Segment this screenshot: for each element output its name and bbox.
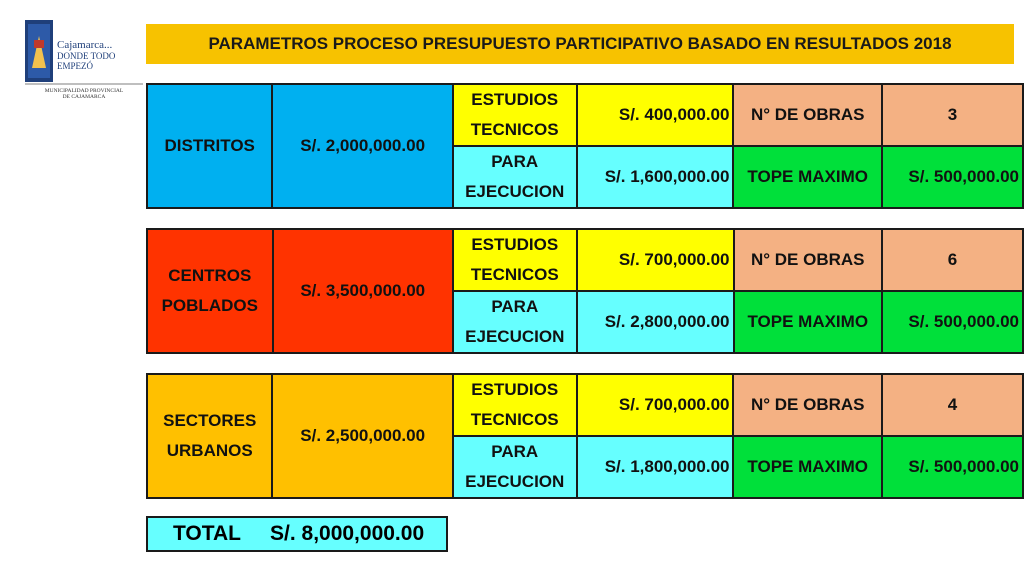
logo-text-2: DONDE TODO bbox=[57, 51, 116, 61]
cap-label: TOPE MAXIMO bbox=[733, 436, 881, 498]
cap-label: TOPE MAXIMO bbox=[733, 146, 882, 208]
block-name: CENTROS POBLADOS bbox=[147, 229, 273, 353]
studies-value: S/. 700,000.00 bbox=[577, 374, 734, 436]
cap-value: S/. 500,000.00 bbox=[882, 291, 1023, 353]
total-label: TOTAL bbox=[147, 517, 266, 551]
works-label: N° DE OBRAS bbox=[733, 374, 881, 436]
cap-label: TOPE MAXIMO bbox=[734, 291, 882, 353]
cap-value: S/. 500,000.00 bbox=[882, 436, 1023, 498]
works-value: 3 bbox=[882, 84, 1023, 146]
studies-label: ESTUDIOS TECNICOS bbox=[453, 84, 577, 146]
block-amount: S/. 2,500,000.00 bbox=[272, 374, 452, 498]
works-label: N° DE OBRAS bbox=[733, 84, 882, 146]
studies-label: ESTUDIOS TECNICOS bbox=[453, 374, 577, 436]
exec-value: S/. 1,800,000.00 bbox=[577, 436, 734, 498]
total-row bbox=[146, 516, 448, 552]
works-value: 4 bbox=[882, 374, 1023, 436]
budget-block-districts bbox=[146, 83, 1024, 209]
block-amount: S/. 3,500,000.00 bbox=[273, 229, 453, 353]
exec-label: PARA EJECUCION bbox=[453, 146, 577, 208]
studies-label: ESTUDIOS TECNICOS bbox=[453, 229, 577, 291]
studies-value: S/. 700,000.00 bbox=[577, 229, 734, 291]
exec-value: S/. 1,600,000.00 bbox=[577, 146, 734, 208]
block-amount: S/. 2,000,000.00 bbox=[272, 84, 452, 208]
exec-value: S/. 2,800,000.00 bbox=[577, 291, 734, 353]
municipality-logo bbox=[22, 18, 146, 100]
budget-block-urban-sectors bbox=[146, 373, 1024, 499]
block-name: DISTRITOS bbox=[147, 84, 272, 208]
logo-text-5: DE CAJAMARCA bbox=[62, 94, 106, 100]
page-title: PARAMETROS PROCESO PRESUPUESTO PARTICIPATIVO BASADO EN RESULTADOS 2018 bbox=[146, 24, 1014, 64]
logo-text-1: Cajamarca... bbox=[57, 39, 113, 51]
budget-block-populated-centers bbox=[146, 228, 1024, 354]
logo-text-4: MUNICIPALIDAD PROVINCIAL bbox=[44, 88, 124, 94]
block-name: SECTORES URBANOS bbox=[147, 374, 272, 498]
logo-text-3: EMPEZÓ bbox=[57, 61, 93, 71]
total-value: S/. 8,000,000.00 bbox=[266, 517, 447, 551]
cap-value: S/. 500,000.00 bbox=[882, 146, 1023, 208]
studies-value: S/. 400,000.00 bbox=[577, 84, 734, 146]
exec-label: PARA EJECUCION bbox=[453, 291, 577, 353]
works-value: 6 bbox=[882, 229, 1023, 291]
exec-label: PARA EJECUCION bbox=[453, 436, 577, 498]
works-label: N° DE OBRAS bbox=[734, 229, 882, 291]
